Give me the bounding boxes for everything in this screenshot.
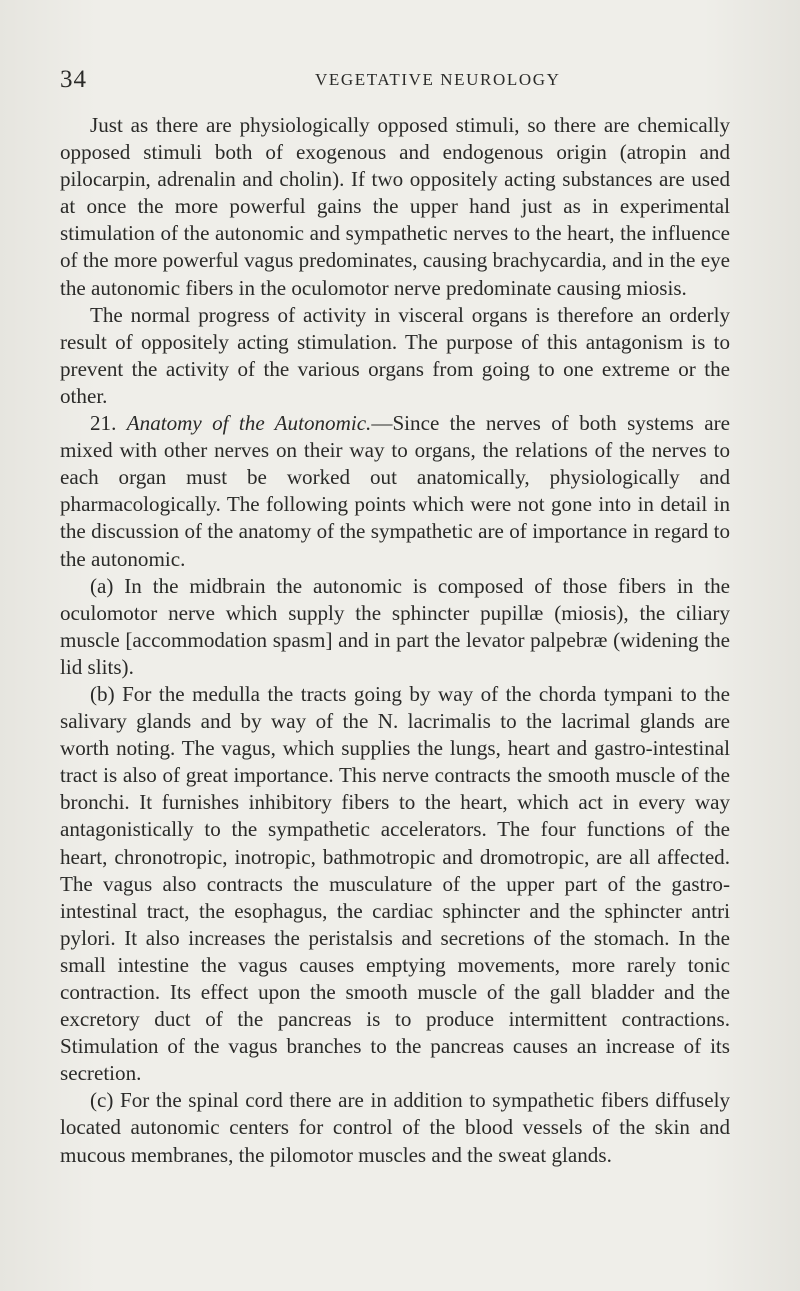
page-number: 34 bbox=[60, 66, 87, 93]
section-number: 21. bbox=[90, 411, 117, 436]
paragraph-midbrain: (a) In the midbrain the autonomic is composed of those fibers in the oculomotor nerve which supply the sphincter pupillæ (miosis), the ciliary muscle [accommodation spasm] and in part the levator palpebræ (widening the lid slits). bbox=[60, 573, 730, 679]
paragraph-section-21 bbox=[60, 410, 730, 573]
body-text bbox=[60, 112, 730, 1169]
paragraph-medulla: (b) For the medulla the tracts going by way of the chorda tympani to the salivary glands and by way of the N. lacrimalis to the lacrimal glands are worth noting. The vagus, which supplies the lungs, heart and gastro-intestinal tract is also of great importance. This nerve contracts the smooth muscle of the bronchi. It furnishes inhibitory fibers to the heart, which act in every way antagonistically to the sympathetic accelerators. The four functions of the heart, chronotropic, inotropic, bathmotropic and dromotropic, are all affected. The vagus also contracts the musculature of the upper part of the gastro-intestinal tract, the esophagus, the cardiac sphincter and the sphincter antri pylori. It also increases the peristalsis and secretions of the stomach. In the small intestine the vagus causes emptying movements, more rarely tonic contraction. Its effect upon the smooth muscle of the gall bladder and the excretory duct of the pancreas is to produce intermittent contractions. Stimulation of the vagus branches to the pancreas causes an increase of its secretion. bbox=[60, 681, 730, 1086]
running-title: VEGETATIVE NEUROLOGY bbox=[315, 70, 561, 89]
paragraph-chemical-stimuli: Just as there are physiologically opposed stimuli, so there are chemically opposed stimuli both of exogenous and endogenous origin (atropin and pilocarpin, adrenalin and cholin). If two oppositely acting substances are used at once the more powerful gains the upper hand just as in experimental stimulation of the autonomic and sympathetic nerves to the heart, the influence of the more powerful vagus predominates, causing brachycardia, and in the eye the autonomic fibers in the oculomotor nerve predominate causing miosis. bbox=[60, 113, 730, 300]
section-title: Anatomy of the Autonomic. bbox=[126, 411, 372, 436]
section-text: —Since the nerves of both systems are mixed with other nerves on their way to organs, the relations of the nerves to each organ must be worked out anatomically, physiologically and pharmacologically. The following points which were not gone into in detail in the discussion of the anatomy of the sympathetic are of importance in regard to the autonomic. bbox=[60, 411, 731, 571]
running-head bbox=[60, 66, 730, 102]
paragraph-visceral-activity: The normal progress of activity in visceral organs is therefore an orderly result of oppositely acting stimulation. The purpose of this antagonism is to prevent the activity of the various organs from going to one extreme or the other. bbox=[60, 302, 730, 408]
paragraph-spinal-cord: (c) For the spinal cord there are in addition to sympathetic fibers diffusely located autonomic centers for control of the blood vessels of the skin and mucous membranes, the pilomotor muscles and the sweat glands. bbox=[60, 1088, 730, 1167]
